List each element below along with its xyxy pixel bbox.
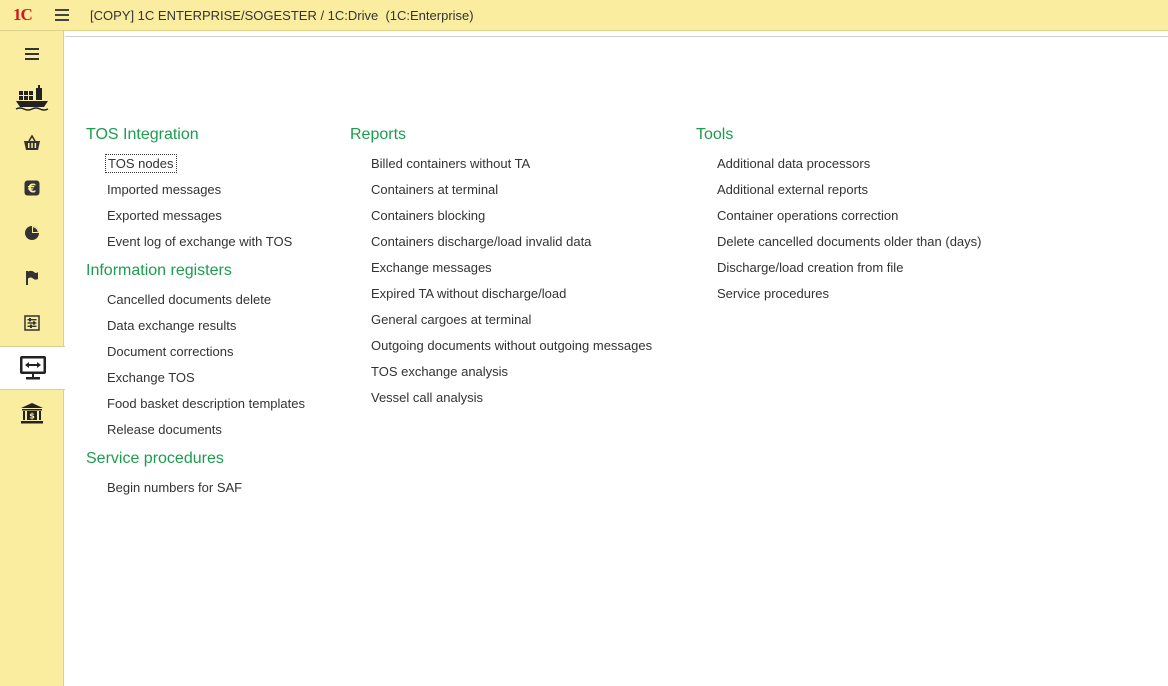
group-title: Tools [696,126,734,143]
sidebar-item-tasks[interactable] [0,256,64,300]
flag-icon [25,270,39,286]
menu-link-cancelled-documents-delete[interactable]: Cancelled documents delete [107,292,272,307]
group-reports [350,125,652,411]
report-link[interactable]: TOS exchange analysis [371,364,509,379]
menu-link-document-corrections[interactable]: Document corrections [107,344,234,359]
sidebar-item-analysis[interactable] [0,211,64,255]
svg-text:$: $ [29,411,35,421]
menu-link-data-exchange-results[interactable]: Data exchange results [107,318,237,333]
tool-link[interactable]: Additional external reports [717,182,869,197]
menu-link-food-basket-templates[interactable]: Food basket description templates [107,396,305,411]
group-title: Service procedures [86,450,224,467]
euro-icon [24,180,40,196]
data-exchange-icon [19,355,47,381]
column-middle [350,125,652,417]
tool-link[interactable]: Container operations correction [717,208,899,223]
group-tools [696,125,981,307]
settings-list-icon [24,315,40,331]
sidebar-item-port-operations[interactable] [0,76,64,120]
menu-link-event-log[interactable]: Event log of exchange with TOS [107,234,293,249]
group-title: TOS Integration [86,126,199,143]
window-title: [COPY] 1C ENTERPRISE/SOGESTER / 1C:Drive (1C:Enterprise) [90,8,474,23]
report-link[interactable]: Billed containers without TA [371,156,531,171]
sidebar-item-purchases[interactable] [0,121,64,165]
sidebar-item-data-exchange[interactable] [0,346,65,390]
sidebar-item-settings[interactable] [0,301,64,345]
link-label: TOS nodes [108,156,174,171]
hamburger-icon [24,47,40,61]
group-tos-integration [86,125,305,255]
sidebar-item-main-menu[interactable] [0,32,64,76]
group-title: Information registers [86,262,232,279]
title-bar [0,0,1168,31]
tool-link[interactable]: Discharge/load creation from file [717,260,904,275]
group-title: Reports [350,126,407,143]
tool-link[interactable]: Additional data processors [717,156,871,171]
sidebar-item-bank[interactable] [0,391,64,435]
menu-link-begin-numbers-saf[interactable]: Begin numbers for SAF [107,480,243,495]
bank-icon [20,402,44,424]
menu-link-exported-messages[interactable]: Exported messages [107,208,222,223]
column-right [696,125,981,313]
report-link[interactable]: Containers blocking [371,208,486,223]
report-link[interactable]: Exchange messages [371,260,492,275]
pie-chart-icon [24,225,40,241]
menu-link-exchange-tos[interactable]: Exchange TOS [107,370,195,385]
app-logo[interactable]: 1C [13,5,32,24]
report-link[interactable]: Vessel call analysis [371,390,483,405]
report-link[interactable]: General cargoes at terminal [371,312,532,327]
sidebar-item-finance[interactable] [0,166,64,210]
cargo-ship-icon [15,85,49,111]
basket-icon [23,135,41,151]
report-link[interactable]: Containers discharge/load invalid data [371,234,592,249]
menu-link-tos-nodes[interactable] [107,151,305,177]
section-content [65,36,1168,686]
menu-link-imported-messages[interactable]: Imported messages [107,182,222,197]
tool-link[interactable]: Delete cancelled documents older than (days) [717,234,982,249]
sections-sidebar [0,31,64,686]
report-link[interactable]: Containers at terminal [371,182,499,197]
group-service-procedures [86,449,305,501]
report-link[interactable]: Outgoing documents without outgoing messages [371,338,653,353]
tool-link[interactable]: Service procedures [717,286,829,301]
group-information-registers [86,261,305,443]
report-link[interactable]: Expired TA without discharge/load [371,286,567,301]
menu-link-release-documents[interactable]: Release documents [107,422,222,437]
svg-text:€: € [27,181,37,196]
column-left [86,125,305,507]
main-menu-button[interactable] [55,9,69,21]
